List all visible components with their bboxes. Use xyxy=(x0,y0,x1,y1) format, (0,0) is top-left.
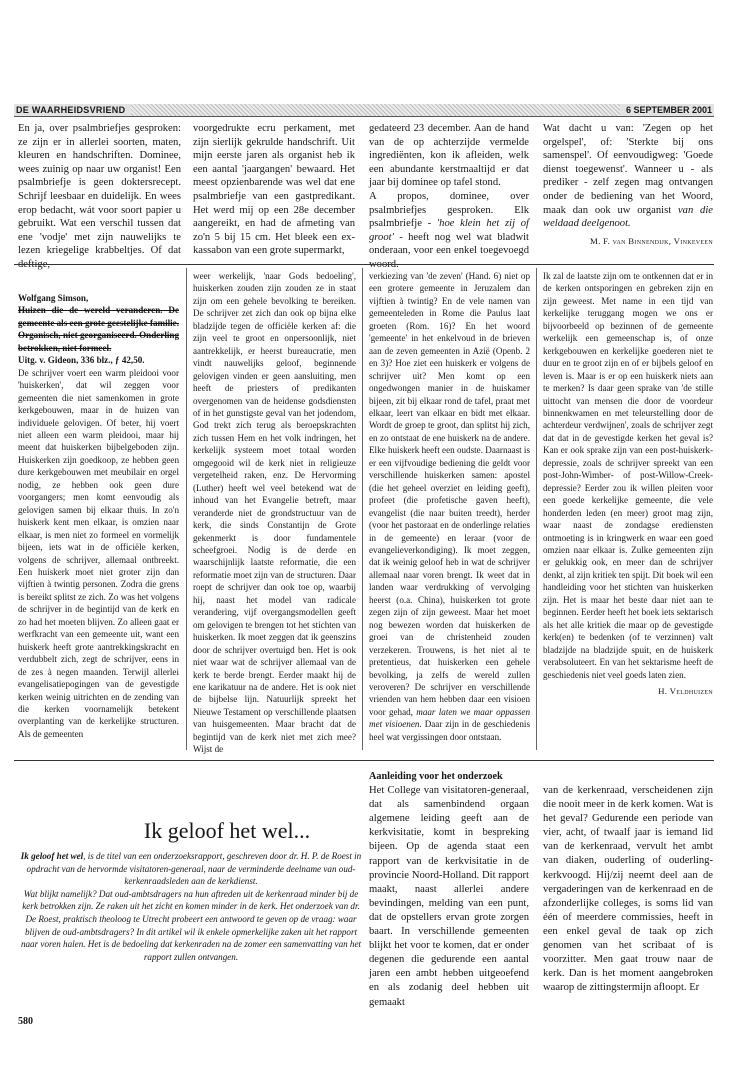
section-divider xyxy=(14,264,714,265)
page-number: 580 xyxy=(18,1016,33,1027)
intro-paragraph: Wat blijkt namelijk? Dat oud-ambtsdragers na hun aftreden uit de kerkenraad minder bij de kerk betrokken zijn. Ze raken uit het zicht en komen minder in de kerk. Het onderzoek van dr. De Roest, praktisch theoloog te Utrecht probeert een antwoord te geven op de vraag: waar blijven de oud-ambtsdragers? In dit artikel wil ik enkele opmerkelijke zaken uit het rapport naar voren halen. Het is de bedoeling dat kerkenraden na de zomer een samenvatting van het rapport zullen ontvangen. xyxy=(20,888,362,962)
letter-signature: M. F. van Binnendijk, Vinkeveen xyxy=(590,235,713,246)
article-column-3 xyxy=(543,784,713,995)
article-intro xyxy=(18,850,364,963)
review-text: weer werkelijk, 'naar Gods bedoeling', huiskerken zouden zijn zouden ze in staat zijn om een gehele bevolking te bereiken. De schrijver zet zich dan ook op bijna elke bladzijde tegen de officiële kerken af: die zijn veel te groot en onpersoonlijk, niet aantrekkelijk, er heerst bureaucratie, men vindt nauwelijks geloof, beginnende gelovigen vinden er geen aansluiting, men heeft de priesters of predikanten overgenomen van de heidense godsdiensten of in het gunstigste geval van het jodendom, God trekt zich terug als beroepskrachten zich tussen Hem en het volk indringen, het kerkelijk systeem moet totaal worden omgegooid wil de kerk niet in religieuze vergetelheid raken, enz. De Hervorming (Luther) heeft wel veel betekend wat de inhoud van het Evangelie betreft, maar veranderde niet de grondstructuur van de kerk, die sinds Constantijn de Grote gekenmerkt is door fundamentele scheefgroei. Nodig is de derde en waarschijnlijk laatste reformatie, die een reformatie moet zijn van de structuren. Daar roept de schrijver dan ook toe op, waarbij hij, naast het model van radicale verandering, vijf overgangsmodellen geeft om gelovigen te brengen tot het stichten van huiskerken. Ik moet zeggen dat ik geenszins door de schrijver overtuigd ben. Het is ook niet waar wat de schrijver allemaal van de kerk te berde brengt. Eerder maakt hij de ene karikatuur na de andere. Het is ook niet de bijbelse lijn. Natuurlijk spreekt het Nieuwe Testament op verschillende plaatsen van huisgemeenten. Maar bracht dat de begintijd van de kerk niet met zich mee? Wijst de xyxy=(193,271,356,755)
review-column-4 xyxy=(543,270,713,697)
review-text: Ik zal de laatste zijn om te ontkennen dat er in de kerken ontsporingen en gebreken zijn en zijn geweest. Met name in een tijd van kerkelijke teruggang mogen we ons er bijvoorbeeld op bezinnen of de gemeente werkelijk een gemeenschap is, of onze kerkgebouwen en kerkelijke goederen niet te duur en te groot zijn en of er bijbels geloof en leven is. Maar is er op een huiskerk niets aan te merken? Is daar geen sprake van 'de stille uittocht van mensen die door de voordeur binnenkwamen en met teleurstelling door de achterdeur verdwijnen', zoals de schrijver zegt dat dat in de gevestigde kerken het geval is? Kan er ook sprake zijn van een post-huiskerk-depressie, zoals de schrijver spreekt van een post-John-Wimber- of post-Willow-Creek-depressie? Eerder zou ik willen pleiten voor een goede kerkelijke gemeente, die vele honderden leden (en meer) groot mag zijn, waar naast de zondagse erediensten ontmoeting is in kringwerk en waar een goed omzien naar elkaar is. Zulke gemeenten zijn er gelukkig ook, en meer dan de schrijver denkt, al zijn kritiek ten spijt. Dit boek wil een handleiding voor het stichten van huiskerken zijn. Het is maar het beste daar niet aan te beginnen. Eerder heeft het boek iets sektarisch als het alle kritiek die maar op de gevestigde kerk(en) te bedenken (of te verzinnen) valt bladzijde na bladzijde spuit, en de huiskerk verabsoluteert. En van het sektarisme heeft de geschiedenis niet veel goeds laten zien. xyxy=(543,271,713,680)
review-text: De schrijver voert een warm pleidooi voor 'huiskerken', dat wil zeggen voor gemeenten die niet samenkomen in grote kerkgebouwen, maar in de huizen van individuele gelovigen. Of beter, hij voert niet alleen een warm pleidooi, maar hij meent dat huiskerken bijbelgeboden zijn. Huiskerken zijn goedkoop, ze hebben geen dure kerkgebouwen met meubilair en orgel nodig, ze hebben ook geen dure voorgangers; men komt eenvoudig als gelovigen samen bij elkaar thuis. In zo'n huiskerk kent men elkaar, is omzien naar elkaar, is men niet zo formeel en vormelijk bijeen, iets wat in de officiële kerken, volgens de schrijver, allemaal ontbreekt. Een huiskerk moet niet groter zijn dan vijftien à twintig personen. Zodra die grens is bereikt splitst ze zich. Zo was het volgens de schrijver in de begintijd van de kerk en zo had het moeten blijven. Zo alleen gaat er werfkracht van een gemeente uit, want een huiskerk heeft grote aantrekkingskracht en verdubbelt zich, zegt de schrijver, eens in de zes à negen maanden. Terwijl allerlei evangelisatiepogingen van de gevestigde kerken weinig uitrichten en de zending van die kerken voornamelijk betekent overplanting van de kerkelijke structuren. Als de gemeenten xyxy=(18,367,179,739)
quote: van die weldaad deelgenoot. xyxy=(543,204,713,230)
review-text: verkiezing van 'de zeven' (Hand. 6) niet op een grotere gemeente in Jeruzalem dan vijftien à twintig? En de vele namen van gemeenteleden in Rome die Paulus laat groeten (Rom. 16)? En het woord 'gemeente' in het enkelvoud in de brieven aan de zeven gemeenten in Azië (Openb. 2 en 3)? Hoe ziet een huiskerk er volgens de schrijver uit? Men komt op een ongedwongen manier in de huiskamer bijeen, zit bij elkaar rond de tafel, praat met elkaar, leert van elkaar en bidt met elkaar. Wordt de groep te groot, dan splitst hij zich, en zo ontstaat de ene huiskerk na de andere. Elke huiskerk heeft een oudste. Daarnaast is er een vijfvoudige bediening die geldt voor verschillende huiskerken samen: apostel (die het geheel overziet en leiding geeft), profeet (die profetische gaven heeft), evangelist (die naar buiten treedt), herder (voor het pastoraat en de onderlinge relaties in de gemeente) en leraar (voor de evangelieverkondiging). Ik moet zeggen, dat ik weinig geloof heb in wat de schrijver allemaal naar voren brengt. Ik weet dat in landen waar verdrukking of vervolging heerst (o.a. China), huiskerken tot grote zegen zijn of zijn geweest. Maar het moet nog bewezen worden dat huiskerken de groei van de christenheid zouden verzekeren. Trouwens, is het niet al te pretentieus, dat huiskerken een gehele bevolking, ja zelfs de wereld zullen veroveren? De schrijver en verschillende vrienden van hem hebben daar een visioen voor gehad, maar laten we maar oppassen met visioenen. Daar zijn in de geschiedenis heel wat vergissingen door ontstaan. xyxy=(369,271,530,742)
column-divider xyxy=(536,268,537,750)
book-title: Huizen die de wereld veranderen. De gemeente als een grote geestelijke familie. Organisch, niet georganiseerd. Onderling betrokken, niet formeel. xyxy=(18,305,179,353)
emphasis: maar laten we maar oppassen met visioenen. xyxy=(369,706,530,730)
article-text: Het College van visitatoren-generaal, dat als samenbindend orgaan algemene leiding geeft aan de kerkvisitatie, komt in bespreking bijeen. Op de agenda staat een rapport van de kerkvisitatie in de provincie Noord-Holland. Dit rapport maakt, naast allerlei andere bevindingen, melding van een punt, dat de opstellers ervan grote zorgen baart. In verschillende gemeenten blijkt het voor te komen, dat er onder degenen die gedurende een aantal jaren een ambt hebben uitgeoefend en als zodanig deel hebben uit gemaakt xyxy=(369,785,529,1008)
issue-date: 6 SEPTEMBER 2001 xyxy=(620,104,714,116)
book-publisher: Uitg. v. Gideon, 336 blz., ƒ 42,50. xyxy=(18,355,145,366)
intro-paragraph: Ik geloof het wel, is de titel van een onderzoeksrapport, geschreven door dr. H. P. de Roest in opdracht van de hervormde visitatoren-generaal, naar de verminderde deelname van oud-kerkenraadsleden aan de kerkdienst. xyxy=(20,851,362,887)
letter-text: voorgedrukte ecru perkament, met zijn sierlijk gekrulde handschrift. Uit mijn eerste jaren als organist heb ik een aantal 'jaargangen' bewaard. Het meest opzienbarende was wel dat ene psalmbriefje van een gastpredikant. Het werd mij op een 28e december aangereikt, en had de afmeting van zo'n 5 bij 15 cm. Het bleek een ex-kassabon van een grote supermarkt, xyxy=(193,123,355,257)
review-column-2 xyxy=(193,270,356,756)
letter-text: Wat dacht u van: 'Zegen op het orgelspel', of: 'Sterkte bij ons samenspel'. Of eenvoudigweg: 'Goede dienst toegewenst'. Wanneer u - als prediker - zelf zegen mag ontvangen onder de bediening van het Woord, maak dan ook uw organist van die weldaad deelgenoot. xyxy=(543,123,713,230)
letter-text: gedateerd 23 december. Aan de hand van de op achterzijde vermelde ingrediënten, kon ik afleiden, welk een abundante kerstmaaltijd er dat jaar bij dominee op tafel stond. xyxy=(369,123,529,189)
letter-text: A propos, dominee, over psalmbriefjes gesproken. Elk psalmbriefje - 'hoe klein het zij of groot' - heeft nog wel wat bladwit onderaan, voor een enkel toegevoegd xyxy=(369,190,529,257)
review-signature: H. Veldhuizen xyxy=(658,685,713,696)
column-divider xyxy=(186,268,187,750)
column-divider xyxy=(362,268,363,750)
article-column-2 xyxy=(369,770,529,1010)
quote: 'hoe klein het zij of groot' xyxy=(369,218,529,243)
letter-column-3 xyxy=(369,122,529,272)
letter-text: En ja, over psalmbriefjes gesproken: ze zijn er in allerlei soorten, maten, kleuren en handschriften. Dominee, wees zuinig op naar uw organist! Een psalmbriefje is geen doktersrecept. Schrijf leesbaar en duidelijk. En wees erop bedacht, wát voor soort papier u gebruikt. Wat een verschil tussen dat ene 'vodje' met zijn nauwelijks te lezen kriegelige krabbeltjes. Of dat xyxy=(18,123,181,257)
article-title: Ik geloof het wel... xyxy=(143,818,311,843)
book-author: Wolfgang Simson, xyxy=(18,293,89,303)
review-column-3 xyxy=(369,270,530,743)
review-column-1 xyxy=(18,270,179,740)
letter-column-1 xyxy=(18,122,181,272)
section-divider xyxy=(14,760,714,761)
letter-column-2 xyxy=(193,122,355,258)
letter-column-4 xyxy=(543,122,713,248)
article-subhead: Aanleiding voor het onderzoek xyxy=(369,771,503,782)
running-header xyxy=(14,104,714,117)
magazine-name: DE WAARHEIDSVRIEND xyxy=(14,104,131,116)
article-text: van de kerkenraad, verscheidenen zijn die nooit meer in de kerk komen. Wat is het geval? Gedurende een periode van vier, acht, of twaalf jaar is iemand lid van de kerkenraad, vervult het ambt van diaken, ouderling of ouderling-kerkvoogd. Hij/zij neemt deel aan de vergaderingen van de kerkenraad en de afzonderlijke colleges, is soms lid van één of meerdere commissies, heeft in een enkel geval de taak op zich genomen van het scribaat of is voorzitter. Men gaat trouw naar de kerk. Dan is het moment aangebroken waarop de zittingstermijn afloopt. Er xyxy=(543,785,713,994)
